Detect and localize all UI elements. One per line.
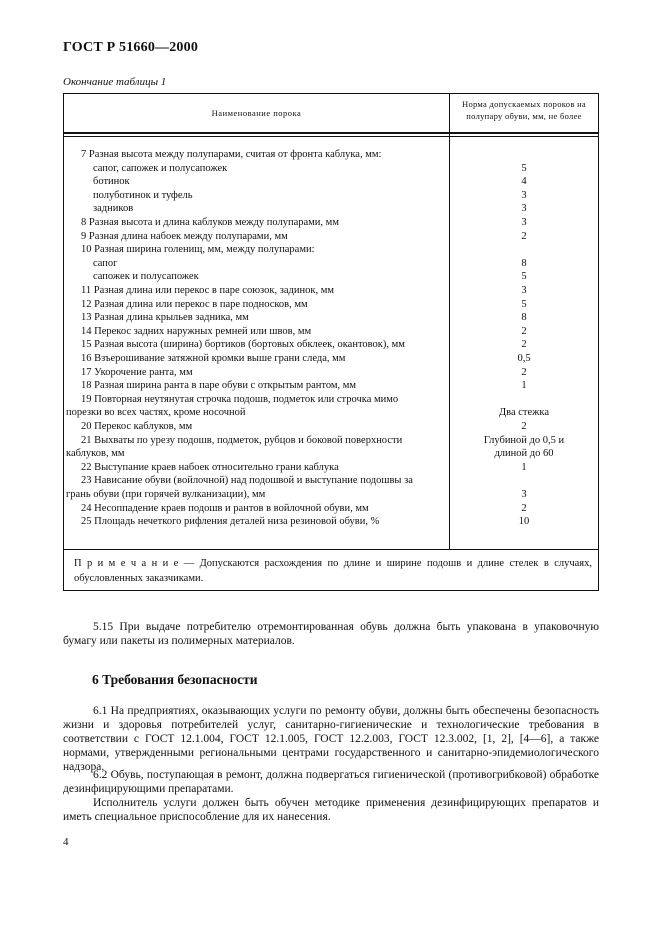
table-row-name: 9 Разная длина набоек между полупарами, мм (81, 230, 288, 242)
table-row-name: 24 Несоппадение краев подошв и рантов в войлочной обуви, мм (81, 502, 369, 514)
table-row-name: каблуков, мм (66, 448, 125, 460)
table-row-name: сапог, сапожек и полусапожек (93, 162, 228, 174)
table-row-value: 10 (518, 516, 530, 528)
defects-table (63, 93, 599, 591)
table-row-value: 2 (521, 339, 527, 351)
table-row-name: 23 Нависание обуви (войлочной) над подошвой и выступание подошвы за (81, 475, 413, 487)
table-row-name: 7 Разная высота между полупарами, считая от фронта каблука, мм: (81, 149, 382, 160)
section-title: 6 Требования безопасности (92, 672, 258, 687)
table-continuation-label: Окончание таблицы 1 (63, 76, 167, 88)
table-row-value: 5 (521, 298, 527, 310)
document-header: ГОСТ Р 51660—2000 (63, 40, 199, 55)
table-row-name: 8 Разная высота и длина каблуков между полупарами, мм (81, 217, 339, 228)
table-row-name: 13 Разная длина крыльев задника, мм (81, 312, 249, 324)
page-number: 4 (63, 836, 69, 848)
table-row-value: 3 (521, 489, 527, 500)
table-row-value: 3 (521, 203, 527, 215)
table-row-name: полуботинок и туфель (93, 189, 193, 201)
table-row-name: 17 Укорочение ранта, мм (81, 366, 193, 378)
column-header-defect-name: Наименование порока (211, 108, 302, 118)
table-row-value: 3 (521, 285, 527, 296)
table-row-value: 2 (521, 366, 527, 378)
table-row-name: сапожек и полусапожек (93, 271, 199, 283)
table-row-value: 0,5 (517, 353, 531, 364)
table-row-name: 25 Площадь нечеткого рифления деталей низа резиновой обуви, % (81, 516, 380, 528)
table-row-value: 1 (521, 461, 527, 473)
header-rule-double (64, 136, 598, 137)
table-row-name: задников (93, 203, 134, 215)
table-row-value: Глубиной до 0,5 и (483, 434, 565, 446)
table-row-name: порезки во всех частях, кроме носочной (66, 407, 246, 419)
table-row-name: 14 Перекос задних наружных ремней или швов, мм (81, 325, 312, 337)
table-row-value: 2 (521, 325, 527, 337)
table-row-value: 3 (521, 217, 527, 228)
table-row-name: 18 Разная ширина ранта в паре обуви с открытым рантом, мм (81, 380, 357, 392)
note-divider (64, 549, 598, 550)
table-row-value: 1 (521, 380, 527, 392)
table-row-name: ботинок (93, 176, 130, 188)
table-row-name: 10 Разная ширина голенищ, мм, между полупарами: (81, 244, 315, 256)
table-row-value: 8 (521, 312, 527, 324)
paragraph-5-15: 5.15 При выдаче потребителю отремонтированная обувь должна быть упакована в упаковочную бумагу или пакеты из полимерных материалов. (63, 621, 599, 647)
table-row-value: 2 (521, 230, 527, 242)
table-row-name: грань обуви (при горячей вулканизации), мм (66, 489, 266, 500)
table-row-value: 8 (521, 257, 527, 269)
table-row-name: 22 Выступание краев набоек относительно грани каблука (81, 461, 339, 473)
table-row-name: 21 Выхваты по урезу подошв, подметок, рубцов и боковой поверхности (81, 434, 403, 446)
table-row-value: 2 (521, 502, 527, 514)
table-row-value: Два стежка (498, 407, 550, 419)
paragraph-6-3: Исполнитель услуги должен быть обучен методике применения дезинфицирующих препаратов и иметь специальное приспособление для их нанесения. (63, 797, 599, 823)
paragraph-6-2: 6.2 Обувь, поступающая в ремонт, должна подвергаться гигиенической (противогрибковой) обработке дезинфицирующими препаратами. (63, 769, 599, 795)
table-row-name: 15 Разная высота (ширина) бортиков (бортовых обклеек, окантовок), мм (81, 339, 405, 351)
table-row-name: 11 Разная длина или перекос в паре союзок, задинок, мм (81, 285, 334, 296)
table-row-value: 2 (521, 421, 527, 432)
table-row-name: сапог (93, 257, 118, 269)
column-header-norm: Норма допускаемых пороков на полупару обуви, мм, не более (462, 99, 586, 121)
table-row-value: 5 (521, 162, 527, 174)
table-row-value: 3 (521, 189, 527, 201)
paragraph-6-1: 6.1 На предприятиях, оказывающих услуги по ремонту обуви, должны быть обеспечены безопасность жизни и здоровья потребителей услуг, санитарно-гигиенические и технологические требования в соответствии с ГОСТ 12.1.004, ГОСТ 12.1.005, ГОСТ 12.2.003, ГОСТ 12.3.002, [1, 2], [4—6], а также нормами, утвержденными региональными центрами государственного и санитарно-эпидемиологического надзора. (63, 705, 599, 773)
table-row-name: 12 Разная длина или перекос в паре подносков, мм (81, 298, 308, 310)
table-row-value: длиной до 60 (494, 448, 554, 460)
table-row-name: 20 Перекос каблуков, мм (81, 421, 193, 432)
table-row-name: 19 Повторная неутянутая строчка подошв, подметок или строчка мимо (81, 393, 399, 405)
table-note: П р и м е ч а н и е — Допускаются расхождения по длине и ширине подошв и длине стелек в случаях, обусловленных заказчиками. (74, 558, 592, 584)
table-row-value: 5 (521, 271, 527, 283)
table-row-value: 4 (521, 176, 527, 188)
header-rule (64, 132, 598, 134)
table-row-name: 16 Взъерошивание затяжной кромки выше грани следа, мм (81, 353, 346, 364)
